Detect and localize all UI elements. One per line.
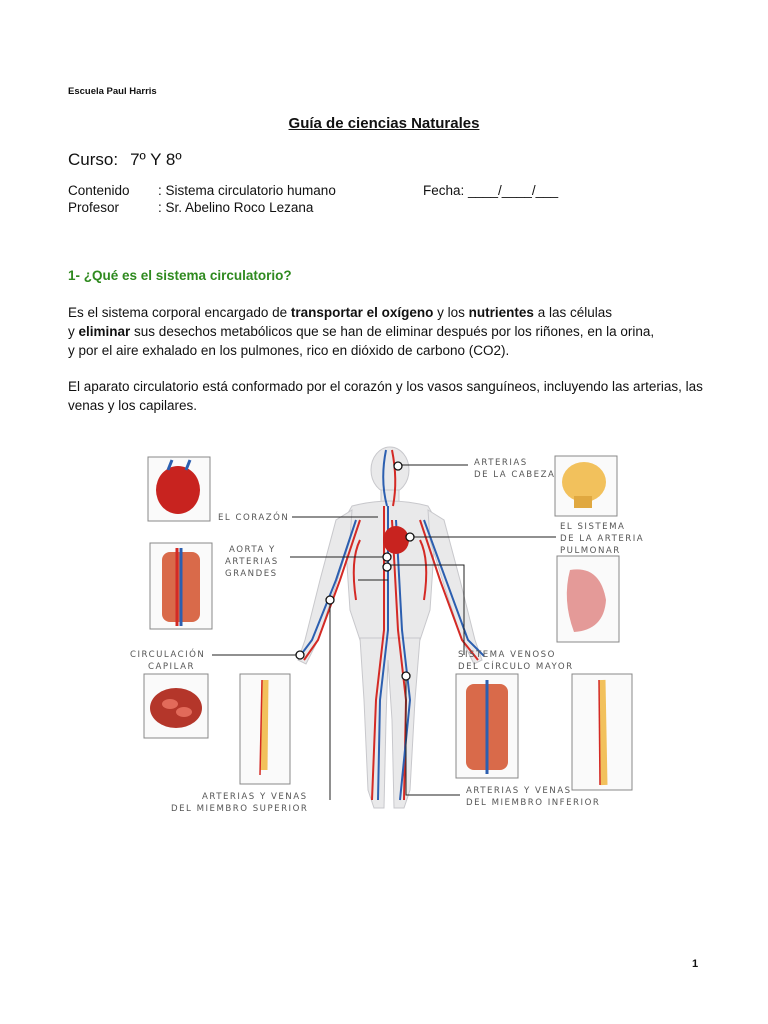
course-line bbox=[68, 150, 182, 170]
label-arterias-cabeza-2: DE LA CABEZA bbox=[474, 470, 556, 480]
label-capilar-1: CIRCULACIÓN bbox=[130, 650, 206, 660]
label-capilar-2: CAPILAR bbox=[148, 662, 195, 672]
p1-bold-eliminar: eliminar bbox=[78, 324, 131, 339]
circulatory-diagram bbox=[128, 440, 648, 820]
label-arteria-pulmonar-2: DE LA ARTERIA bbox=[560, 534, 645, 544]
p1-text-c: y los bbox=[433, 305, 469, 320]
p1-text-g: y por el aire exhalado en los pulmones, rico en dióxido de carbono (CO2). bbox=[68, 343, 510, 358]
label-inf-2: DEL MIEMBRO INFERIOR bbox=[466, 798, 601, 808]
p1-bold-oxigeno: transportar el oxígeno bbox=[290, 305, 434, 320]
page-number: 1 bbox=[692, 958, 699, 970]
label-corazon: EL CORAZÓN bbox=[218, 513, 290, 523]
label-sup-1: ARTERIAS Y VENAS bbox=[202, 792, 308, 802]
label-sup-2: DEL MIEMBRO SUPERIOR bbox=[171, 804, 309, 814]
contenido-value: : Sistema circulatorio humano bbox=[158, 183, 336, 198]
label-arteria-pulmonar-3: PULMONAR bbox=[560, 546, 621, 556]
inset-kidneys bbox=[456, 674, 518, 778]
section-question: 1- ¿Qué es el sistema circulatorio? bbox=[68, 268, 292, 283]
profesor-label: Profesor bbox=[68, 200, 120, 215]
label-aorta-2: ARTERIAS bbox=[225, 557, 279, 567]
school-name: Escuela Paul Harris bbox=[68, 86, 157, 97]
p1-text-f: sus desechos metabólicos que se han de eliminar después por los riñones, en la orina, bbox=[130, 324, 655, 339]
course-value: 7º Y 8º bbox=[130, 150, 182, 169]
definition-paragraph bbox=[68, 303, 708, 360]
label-arteria-pulmonar-1: EL SISTEMA bbox=[560, 522, 626, 532]
inset-arm bbox=[240, 674, 290, 784]
p1-bold-nutrientes: nutrientes bbox=[468, 305, 534, 320]
body-silhouette bbox=[298, 447, 482, 808]
label-aorta-1: AORTA Y bbox=[229, 545, 276, 555]
label-inf-1: ARTERIAS Y VENAS bbox=[466, 786, 572, 796]
inset-leg bbox=[572, 674, 632, 790]
p1-text-d: a las células bbox=[533, 305, 612, 320]
components-paragraph: El aparato circulatorio está conformado por el corazón y los vasos sanguíneos, incluyendo las arterias, las venas y los capilares. bbox=[68, 379, 703, 413]
profesor-row bbox=[68, 199, 313, 216]
contenido-row bbox=[68, 182, 559, 199]
contenido-label: Contenido bbox=[68, 183, 130, 198]
label-arterias-cabeza-1: ARTERIAS bbox=[474, 458, 528, 468]
p1-text-a: Es el sistema corporal encargado de bbox=[68, 305, 291, 320]
label-venoso-1: SISTEMA VENOSO bbox=[458, 650, 556, 660]
inset-skull bbox=[555, 456, 617, 516]
page-title: Guía de ciencias Naturales bbox=[288, 115, 480, 132]
heart-shape bbox=[383, 526, 409, 554]
fecha-field: Fecha: ____/____/___ bbox=[423, 183, 559, 198]
course-label: Curso: bbox=[68, 150, 119, 169]
p1-text-e: y bbox=[68, 324, 79, 339]
profesor-value: : Sr. Abelino Roco Lezana bbox=[158, 200, 314, 215]
inset-aorta bbox=[150, 543, 212, 629]
label-venoso-2: DEL CÍRCULO MAYOR bbox=[458, 662, 574, 672]
inset-heart bbox=[148, 457, 210, 521]
inset-capillary bbox=[144, 674, 208, 738]
inset-lung bbox=[557, 556, 619, 642]
label-aorta-3: GRANDES bbox=[225, 569, 278, 579]
